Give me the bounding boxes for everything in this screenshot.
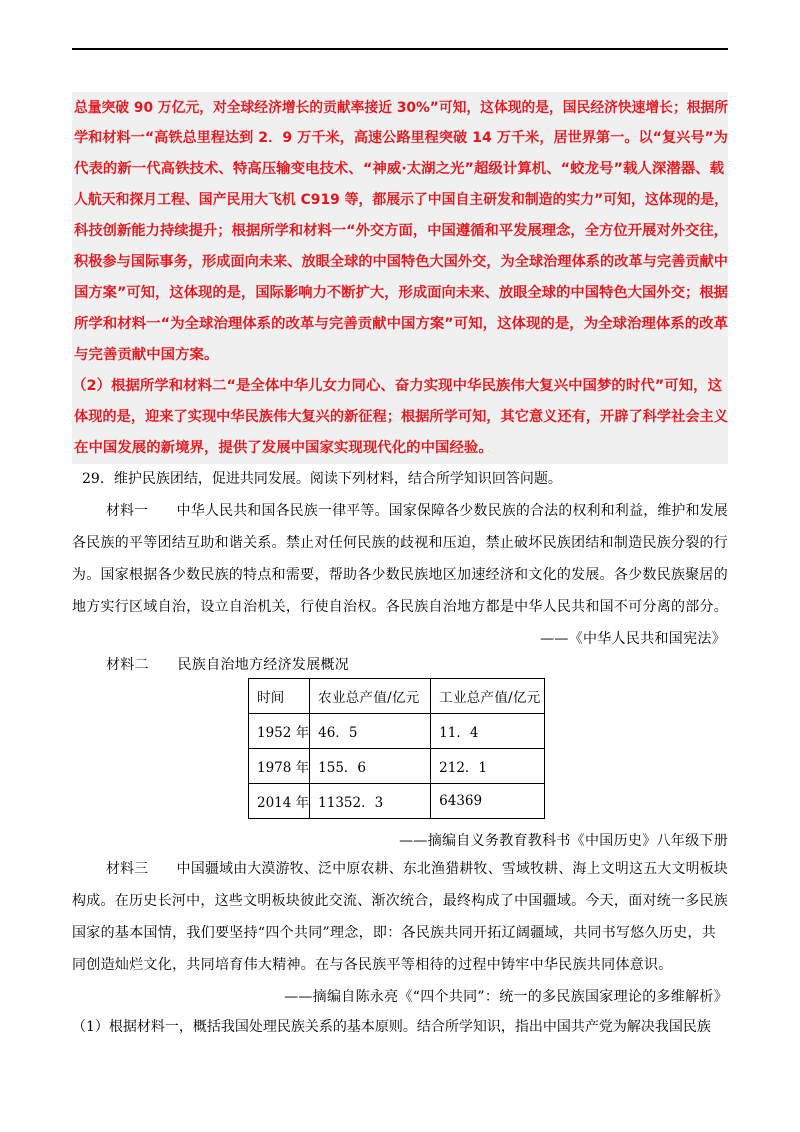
- answer-line: 国方案”可知，这体现的是，国际影响力不断扩大，形成面向未来、放眼全球的中国特色大国外交；根据: [74, 285, 729, 301]
- table-cell: 212．1: [431, 749, 545, 784]
- answer-line: 代表的新一代高铁技术、特高压输变电技术、“神威·太湖之光”超级计算机、“蛟龙号”载人深潜器、载: [74, 161, 725, 177]
- material3-line: 构成。在历史长河中，这些文明板块彼此交流、渐次统合，最终构成了中国疆域。今天，面对统一多民族: [72, 893, 729, 909]
- answer-line: 体现的是，迎来了实现中华民族伟大复兴的新征程；根据所学可知，其它意义还有，开辟了科学社会主义: [74, 409, 728, 425]
- answer-line: 科技创新能力持续提升；根据所学和材料一“外交方面，中国遵循和平发展理念，全方位开展对外交往，: [74, 223, 729, 239]
- material1-line: 材料一 中华人民共和国各民族一律平等。国家保障各少数民族的合法的权利和利益，维护和发展: [106, 503, 729, 519]
- table-row: [249, 714, 545, 749]
- material1-line: 为。国家根据各少数民族的特点和需要，帮助各少数民族地区加速经济和文化的发展。各少数民族聚居的: [72, 567, 729, 583]
- answer-line: 在中国发展的新境界，提供了发展中国家实现现代化的中国经验。: [74, 440, 493, 456]
- answer-line: 积极参与国际事务，形成面向未来、放眼全球的中国特色大国外交，为全球治理体系的改革与完善贡献中: [74, 254, 728, 270]
- answer-line: （2）根据所学和材料二“是全体中华儿女力同心、奋力实现中华民族伟大复兴中国梦的时代”可知，这: [72, 378, 723, 394]
- material3-source: ——摘编自陈永亮《“四个共同”：统一的多民族国家理论的多维解析》: [284, 989, 728, 1005]
- material3-line: 材料三 中国疆域由大漠游牧、泛中原农耕、东北渔猎耕牧、雪域牧耕、海上文明这五大文明板块: [106, 861, 729, 877]
- table-cell: 2014 年: [249, 784, 310, 819]
- sub-question-1: （1）根据材料一，概括我国处理民族关系的基本原则。结合所学知识，指出中国共产党为解决我国民族: [72, 1019, 711, 1035]
- material1-line: 地方实行区域自治，设立自治机关，行使自治权。各民族自治地方都是中华人民共和国不可分离的部分。: [72, 599, 729, 615]
- material3-line: 同创造灿烂文化，共同培育伟大精神。在与各民族平等相待的过程中铸牢中华民族共同体意识。: [72, 957, 673, 973]
- answer-line: 学和材料一“高铁总里程达到 2．9 万千米，高速公路里程突破 14 万千米，居世界第一。以“复兴号”为: [74, 130, 728, 146]
- data-table: [248, 678, 545, 819]
- table-cell: 1978 年: [249, 749, 310, 784]
- table-header-row: [249, 679, 545, 714]
- table-header: 时间: [249, 679, 310, 714]
- table-cell: 1952 年: [249, 714, 310, 749]
- material1-source: ——《中华人民共和国宪法》: [540, 631, 726, 647]
- table-cell: 155．6: [310, 749, 431, 784]
- material1-line: 各民族的平等团结互助和谐关系。禁止对任何民族的歧视和压迫，禁止破坏民族团结和制造民族分裂的行: [72, 535, 729, 551]
- answer-line: 总量突破 90 万亿元，对全球经济增长的贡献率接近 30%”可知，这体现的是，国民经济快速增长；根据所: [74, 100, 729, 116]
- table-cell: 11352．3: [310, 784, 431, 819]
- answer-line: 与完善贡献中国方案。: [74, 347, 219, 363]
- question-title: 29．维护民族团结，促进共同发展。阅读下列材料，结合所学知识回答问题。: [82, 471, 562, 487]
- header-rule: [72, 48, 728, 50]
- material2-title: 材料二 民族自治地方经济发展概况: [106, 657, 350, 673]
- table-row: [249, 749, 545, 784]
- material2-source: ——摘编自义务教育教科书《中国历史》八年级下册: [399, 833, 728, 849]
- table-row: [249, 784, 545, 819]
- table-header: 工业总产值/亿元: [431, 679, 545, 714]
- answer-line: 人航天和探月工程、国产民用大飞机 C919 等，都展示了中国自主研发和制造的实力”可知，这体现的是，: [74, 192, 728, 208]
- table-header: 农业总产值/亿元: [310, 679, 431, 714]
- table-cell: 11．4: [431, 714, 545, 749]
- table-cell: 46．5: [310, 714, 431, 749]
- material3-line: 国家的基本国情，我们要坚持“四个共同”理念，即：各民族共同开拓辽阔疆域，共同书写悠久历史，共: [72, 925, 717, 941]
- answer-line: 所学和材料一“为全球治理体系的改革与完善贡献中国方案”可知，这体现的是，为全球治理体系的改革: [74, 316, 729, 332]
- table-cell: 64369: [431, 784, 545, 819]
